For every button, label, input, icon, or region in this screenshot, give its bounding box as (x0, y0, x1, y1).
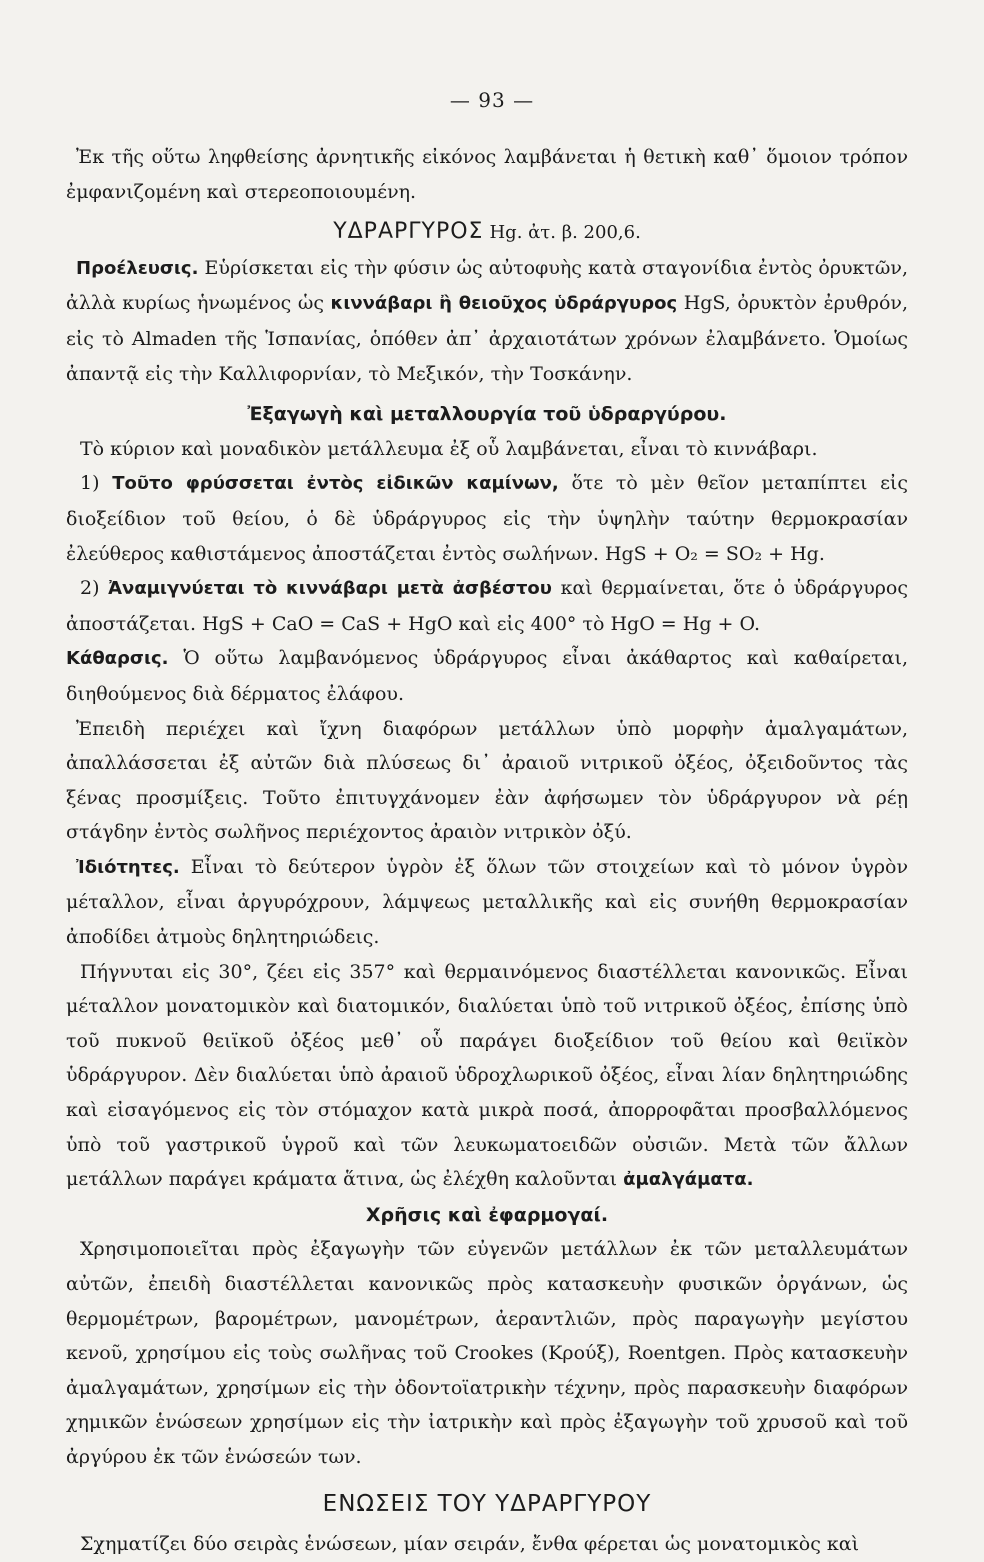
chrisis-heading-text: Χρῆσις καὶ ἐφαρμογαί. (365, 1203, 609, 1226)
idiotites-paragraph-2 (66, 955, 908, 1198)
chrisis-paragraph: Χρησιμοποιεῖται πρὸς ἐξαγωγὴν τῶν εὐγενῶν μετάλλων ἐκ τῶν μεταλλευμάτων αὐτῶν, ἐπειδὴ διαστέλλεται κανονικῶς πρὸς κατασκευὴν φυσικῶν ὀργάνων, ὡς θερμομέτρων, βαρομέτρων, μανομέτρων, ἀεραντλιῶν, πρὸς παραγωγὴν μεγίστου κενοῦ, χρησίμου εἰς τοὺς σωλῆνας τοῦ Crookes (Κρούξ), Roentgen. Πρὸς κατασκευὴν ἀμαλγαμάτων, χρησίμων εἰς τὴν ὀδοντοϊατρικὴν τέχνην, πρὸς παρασκευὴν διαφόρων χημικῶν ἑνώσεων χρησίμων εἰς τὴν ἰατρικὴν καὶ πρὸς ἐξαγωγὴν τοῦ χρυσοῦ καὶ τοῦ ἀργύρου ἐκ τῶν ἑνώσεών των. (66, 1238, 908, 1468)
enoseis-paragraph: Σχηματίζει δύο σειρὰς ἑνώσεων, μίαν σειράν, ἔνθα φέρεται ὡς μονατομικὸς καὶ (80, 1533, 860, 1556)
katharsis-text: Ὁ οὕτω λαμβανόμενος ὑδράργυρος εἶναι ἀκάθαρτος καὶ καθαίρεται, διηθούμενος διὰ δέρματος ἐλάφου. (66, 647, 908, 705)
element-heading-title: ΥΔΡΑΡΓΥΡΟΣ (333, 219, 484, 245)
exagogi-heading (66, 397, 908, 432)
katharsis-paragraph (66, 641, 908, 711)
step-2-number: 2) (80, 577, 100, 600)
proeleusis-bold: κιννάβαρι ἢ θειοῦχος ὑδράργυρος (330, 293, 678, 315)
exagogi-heading-text: Ἐξαγωγὴ καὶ μεταλλουργία τοῦ ὑδραργύρου. (247, 403, 727, 426)
step-1-bold: Τοῦτο φρύσσεται ἐντὸς εἰδικῶν καμίνων, (112, 473, 559, 495)
proeleusis-label: Προέλευσις. (76, 257, 199, 279)
chrisis-heading (66, 1198, 908, 1233)
katharsis-label: Κάθαρσις. (66, 648, 169, 670)
exagogi-step-2 (66, 571, 908, 641)
katharsis-paragraph-2: Ἐπειδὴ περιέχει καὶ ἴχνη διαφόρων μετάλλων ὑπὸ μορφὴν ἀμαλγαμάτων, ἀπαλλάσσεται ἐξ αὐτῶν διὰ πλύσεως δι᾽ ἀραιοῦ νιτρικοῦ ὀξέος, ὀξειδοῦντος τὰς ξένας προσμίξεις. Τοῦτο ἐπιτυγχάνομεν ἐὰν ἀφήσωμεν τὸν ὑδράργυρον νὰ ρέῃ στάγδην ἐντὸς σωλῆνος περιέχοντος ἀραιὸν νιτρικὸν ὀξύ. (66, 717, 908, 844)
page-number: — 93 — (449, 88, 535, 112)
step-1-number: 1) (80, 472, 100, 495)
idiotites-paragraph (66, 850, 908, 955)
step-2-bold: Ἀναμιγνύεται τὸ κιννάβαρι μετὰ ἀσβέστου (108, 578, 552, 600)
step-1-text: ὅτε τὸ μὲν θεῖον μεταπίπτει εἰς διοξείδιον τοῦ θείου, ὁ δὲ ὑδράργυρος εἰς τὴν ὑψηλὴν ταύτην θερμοκρασίαν ἐλεύθερος καθιστάμενος ἀποστάζεται ἐντὸς σωλήνων. HgS + O₂ = SO₂ + Hg. (66, 472, 909, 565)
exagogi-step-1 (66, 466, 908, 571)
idiotites-text: Εἶναι τὸ δεύτερον ὑγρὸν ἐξ ὅλων τῶν στοιχείων καὶ τὸ μόνον ὑγρὸν μέταλλον, εἶναι ἀργυρόχρουν, λάμψεως μεταλλικῆς καὶ εἰς συνήθη θερμοκρασίαν ἀποδίδει ἀτμοὺς δηλητηριώδεις. (66, 855, 908, 949)
idiotites-label: Ἰδιότητες. (76, 856, 180, 878)
intro-paragraph: Ἐκ τῆς οὕτω ληφθείσης ἀρνητικῆς εἰκόνος λαμβάνεται ἡ θετικὴ καθ᾽ ὅμοιον τρόπον ἐμφανιζομένη καὶ στερεοποιουμένη. (66, 146, 908, 203)
amalgamata-bold: ἀμαλγάματα. (623, 1169, 754, 1191)
element-heading (66, 215, 908, 251)
proeleusis-paragraph (66, 251, 908, 391)
step-2-text: καὶ θερμαίνεται, ὅτε ὁ ὑδράργυρος ἀποστάζεται. HgS + CaO = CaS + HgO καὶ εἰς 400° τὸ HgO = Hg + O. (66, 577, 909, 635)
element-heading-info: Hg. ἀτ. β. 200,6. (489, 222, 641, 244)
proeleusis-text-2: HgS, ὀρυκτὸν ἐρυθρόν, εἰς τὸ Almaden τῆς Ἱσπανίας, ὁπόθεν ἀπ᾽ ἀρχαιοτάτων χρόνων ἐλαμβάνετο. Ὁμοίως ἀπαντᾷ εἰς τὴν Καλλιφορνίαν, τὸ Μεξικόν, τὴν Τοσκάνην. (66, 292, 908, 385)
enoseis-heading: ΕΝΩΣΕΙΣ ΤΟΥ ΥΔΡΑΡΓΥΡΟΥ (322, 1490, 652, 1517)
exagogi-intro: Τὸ κύριον καὶ μοναδικὸν μετάλλευμα ἐξ οὗ λαμβάνεται, εἶναι τὸ κιννάβαρι. (80, 437, 818, 460)
proeleusis-text-1: Εὑρίσκεται εἰς τὴν φύσιν ὡς αὐτοφυὴς κατὰ σταγονίδια ἐντὸς ὀρυκτῶν, ἀλλὰ κυρίως ἡνωμένος ὡς (66, 256, 909, 315)
idiotites-text-2: Πήγνυται εἰς 30°, ζέει εἰς 357° καὶ θερμαινόμενος διαστέλλεται κανονικῶς. Εἶναι μέταλλον μονατομικὸν καὶ διατομικόν, διαλύεται ὑπὸ τοῦ νιτρικοῦ ὀξέος, ἐπίσης ὑπὸ τοῦ πυκνοῦ θειϊκοῦ ὀξέος μεθ᾽ οὗ παράγει διοξείδιον τοῦ θείου καὶ θειϊκὸν ὑδράργυρον. Δὲν διαλύεται ὑπὸ ἀραιοῦ ὑδροχλωρικοῦ ὀξέος, εἶναι λίαν δηλητηριώδης καὶ εἰσαγόμενος εἰς τὸν στόμαχον κατὰ μικρὰ ποσά, ἀπορροφᾶται προσβαλλόμενος ὑπὸ τοῦ γαστρικοῦ ὑγροῦ καὶ τῶν λευκωματοειδῶν οὐσιῶν. Μετὰ τῶν ἄλλων μετάλλων παράγει κράματα ἅτινα, ὡς ἐλέχθη καλοῦνται (66, 960, 908, 1191)
page-body (66, 140, 908, 1562)
